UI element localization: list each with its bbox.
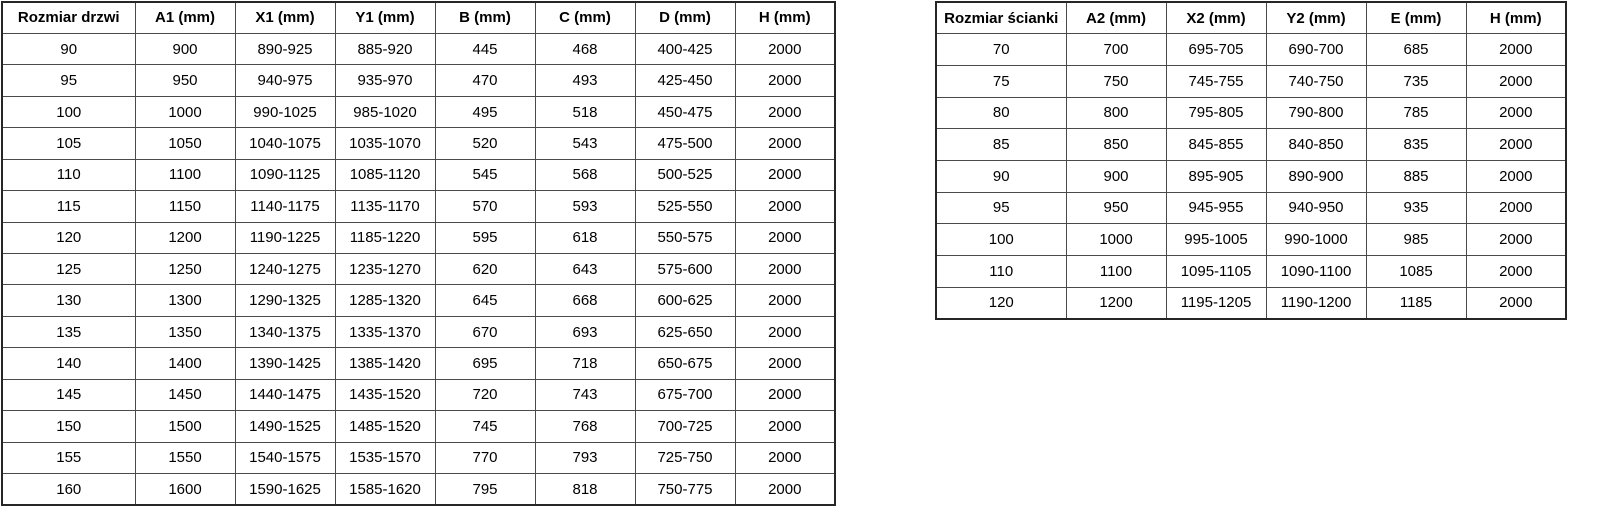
table-cell: 1185-1220 (335, 222, 435, 253)
table-row (2, 159, 835, 190)
table-cell: 935 (1366, 192, 1466, 224)
table-cell: 545 (435, 159, 535, 190)
table-cell: 990-1000 (1266, 224, 1366, 256)
table-cell: 2000 (735, 65, 835, 96)
table-cell: 735 (1366, 65, 1466, 97)
table-cell: 70 (936, 34, 1066, 66)
table-cell: 1040-1075 (235, 128, 335, 159)
table-cell: 570 (435, 191, 535, 222)
table-cell: 145 (2, 379, 135, 410)
table-cell: 1285-1320 (335, 285, 435, 316)
table-cell: 1490-1525 (235, 411, 335, 442)
table-cell: 2000 (735, 474, 835, 505)
table-cell: 1235-1270 (335, 254, 435, 285)
table-cell: 695-705 (1166, 34, 1266, 66)
column-header: E (mm) (1366, 2, 1466, 34)
table-cell: 115 (2, 191, 135, 222)
table-cell: 985-1020 (335, 96, 435, 127)
table-cell: 120 (2, 222, 135, 253)
table-cell: 2000 (1466, 97, 1566, 129)
column-header: Rozmiar ścianki (936, 2, 1066, 34)
column-header: Rozmiar drzwi (2, 2, 135, 33)
table-cell: 140 (2, 348, 135, 379)
table-cell: 1400 (135, 348, 235, 379)
table-cell: 845-855 (1166, 129, 1266, 161)
table-cell: 700 (1066, 34, 1166, 66)
table-cell: 750 (1066, 65, 1166, 97)
table-cell: 2000 (735, 411, 835, 442)
wall-size-table (935, 1, 1567, 320)
table-cell: 995-1005 (1166, 224, 1266, 256)
table-cell: 2000 (735, 442, 835, 473)
table-cell: 990-1025 (235, 96, 335, 127)
table-cell: 795-805 (1166, 97, 1266, 129)
table-cell: 75 (936, 65, 1066, 97)
table-cell: 470 (435, 65, 535, 96)
table-cell: 743 (535, 379, 635, 410)
table-row (2, 33, 835, 64)
table-cell: 940-975 (235, 65, 335, 96)
table-cell: 110 (936, 256, 1066, 288)
table-cell: 675-700 (635, 379, 735, 410)
table-cell: 468 (535, 33, 635, 64)
table-cell: 750-775 (635, 474, 735, 505)
table-row (2, 254, 835, 285)
table-cell: 150 (2, 411, 135, 442)
table-cell: 593 (535, 191, 635, 222)
table-cell: 2000 (735, 379, 835, 410)
table-cell: 85 (936, 129, 1066, 161)
table-cell: 685 (1366, 34, 1466, 66)
table-row (2, 191, 835, 222)
table-cell: 718 (535, 348, 635, 379)
table-row (936, 256, 1566, 288)
table-row (936, 129, 1566, 161)
table-cell: 1500 (135, 411, 235, 442)
table-cell: 450-475 (635, 96, 735, 127)
table-row (2, 222, 835, 253)
table-cell: 643 (535, 254, 635, 285)
table-cell: 1100 (135, 159, 235, 190)
table-cell: 95 (936, 192, 1066, 224)
table-row (936, 97, 1566, 129)
table-cell: 425-450 (635, 65, 735, 96)
table-cell: 595 (435, 222, 535, 253)
table-cell: 1435-1520 (335, 379, 435, 410)
table-cell: 1485-1520 (335, 411, 435, 442)
table-cell: 2000 (1466, 34, 1566, 66)
table-cell: 2000 (735, 285, 835, 316)
table-cell: 900 (135, 33, 235, 64)
table-cell: 885 (1366, 160, 1466, 192)
table-cell: 790-800 (1266, 97, 1366, 129)
table-cell: 2000 (735, 159, 835, 190)
table-cell: 1385-1420 (335, 348, 435, 379)
table-cell: 1550 (135, 442, 235, 473)
table-cell: 495 (435, 96, 535, 127)
table-cell: 445 (435, 33, 535, 64)
table-cell: 1090-1100 (1266, 256, 1366, 288)
table-cell: 1350 (135, 316, 235, 347)
table-cell: 1200 (1066, 287, 1166, 319)
table-cell: 2000 (1466, 65, 1566, 97)
table-cell: 1100 (1066, 256, 1166, 288)
table-cell: 1140-1175 (235, 191, 335, 222)
table-cell: 125 (2, 254, 135, 285)
table-cell: 785 (1366, 97, 1466, 129)
table-cell: 493 (535, 65, 635, 96)
header-row (2, 2, 835, 33)
table-cell: 985 (1366, 224, 1466, 256)
table-cell: 518 (535, 96, 635, 127)
table-cell: 135 (2, 316, 135, 347)
table-cell: 90 (936, 160, 1066, 192)
table-row (2, 285, 835, 316)
table-cell: 1440-1475 (235, 379, 335, 410)
table-cell: 695 (435, 348, 535, 379)
table-cell: 1335-1370 (335, 316, 435, 347)
column-header: Y2 (mm) (1266, 2, 1366, 34)
table-cell: 550-575 (635, 222, 735, 253)
table-cell: 1135-1170 (335, 191, 435, 222)
table-row (2, 411, 835, 442)
table-cell: 2000 (735, 222, 835, 253)
table-cell: 650-675 (635, 348, 735, 379)
table-cell: 130 (2, 285, 135, 316)
table-cell: 850 (1066, 129, 1166, 161)
table-cell: 1095-1105 (1166, 256, 1266, 288)
table-cell: 795 (435, 474, 535, 505)
table-row (936, 192, 1566, 224)
table-cell: 950 (1066, 192, 1166, 224)
table-cell: 1185 (1366, 287, 1466, 319)
table-cell: 745-755 (1166, 65, 1266, 97)
table-cell: 1535-1570 (335, 442, 435, 473)
table-row (936, 160, 1566, 192)
column-header: Y1 (mm) (335, 2, 435, 33)
table-cell: 1050 (135, 128, 235, 159)
table-cell: 645 (435, 285, 535, 316)
table-cell: 110 (2, 159, 135, 190)
table-cell: 1450 (135, 379, 235, 410)
table-cell: 1190-1200 (1266, 287, 1366, 319)
table-cell: 625-650 (635, 316, 735, 347)
table-cell: 935-970 (335, 65, 435, 96)
table-cell: 2000 (1466, 224, 1566, 256)
column-header: A2 (mm) (1066, 2, 1166, 34)
table-cell: 900 (1066, 160, 1166, 192)
table-cell: 768 (535, 411, 635, 442)
table-cell: 2000 (1466, 192, 1566, 224)
table-cell: 1150 (135, 191, 235, 222)
column-header: X1 (mm) (235, 2, 335, 33)
header-row (936, 2, 1566, 34)
table-cell: 1540-1575 (235, 442, 335, 473)
table-cell: 690-700 (1266, 34, 1366, 66)
table-cell: 835 (1366, 129, 1466, 161)
table-row (2, 348, 835, 379)
table-cell: 885-920 (335, 33, 435, 64)
table-cell: 155 (2, 442, 135, 473)
table-cell: 1585-1620 (335, 474, 435, 505)
table-cell: 1190-1225 (235, 222, 335, 253)
table-cell: 1250 (135, 254, 235, 285)
table-cell: 940-950 (1266, 192, 1366, 224)
table-row (936, 224, 1566, 256)
table-cell: 80 (936, 97, 1066, 129)
table-cell: 1300 (135, 285, 235, 316)
table-cell: 525-550 (635, 191, 735, 222)
table-cell: 2000 (735, 191, 835, 222)
table-cell: 400-425 (635, 33, 735, 64)
table-cell: 1195-1205 (1166, 287, 1266, 319)
table-cell: 1200 (135, 222, 235, 253)
table-cell: 895-905 (1166, 160, 1266, 192)
table-cell: 1000 (135, 96, 235, 127)
table-cell: 840-850 (1266, 129, 1366, 161)
table-cell: 95 (2, 65, 135, 96)
column-header: A1 (mm) (135, 2, 235, 33)
table-row (2, 96, 835, 127)
table-cell: 668 (535, 285, 635, 316)
table-cell: 543 (535, 128, 635, 159)
column-header: D (mm) (635, 2, 735, 33)
table-row (936, 65, 1566, 97)
table-cell: 100 (2, 96, 135, 127)
table-cell: 2000 (1466, 287, 1566, 319)
table-cell: 2000 (735, 316, 835, 347)
table-cell: 1085 (1366, 256, 1466, 288)
table-cell: 2000 (1466, 129, 1566, 161)
table-cell: 620 (435, 254, 535, 285)
table-cell: 1240-1275 (235, 254, 335, 285)
table-cell: 1590-1625 (235, 474, 335, 505)
table-cell: 1035-1070 (335, 128, 435, 159)
column-header: B (mm) (435, 2, 535, 33)
table-cell: 800 (1066, 97, 1166, 129)
table-cell: 1390-1425 (235, 348, 335, 379)
table-cell: 1085-1120 (335, 159, 435, 190)
table-cell: 890-925 (235, 33, 335, 64)
table-row (2, 379, 835, 410)
table-cell: 600-625 (635, 285, 735, 316)
table-row (936, 287, 1566, 319)
table-cell: 818 (535, 474, 635, 505)
table-row (936, 34, 1566, 66)
table-cell: 520 (435, 128, 535, 159)
table-cell: 945-955 (1166, 192, 1266, 224)
table-cell: 105 (2, 128, 135, 159)
table-cell: 700-725 (635, 411, 735, 442)
column-header: X2 (mm) (1166, 2, 1266, 34)
table-cell: 890-900 (1266, 160, 1366, 192)
table-cell: 1000 (1066, 224, 1166, 256)
table-cell: 2000 (735, 96, 835, 127)
table-cell: 2000 (735, 128, 835, 159)
table-cell: 475-500 (635, 128, 735, 159)
column-header: H (mm) (735, 2, 835, 33)
table-row (2, 474, 835, 505)
table-cell: 120 (936, 287, 1066, 319)
table-cell: 2000 (1466, 256, 1566, 288)
table-cell: 2000 (1466, 160, 1566, 192)
table-cell: 160 (2, 474, 135, 505)
table-cell: 500-525 (635, 159, 735, 190)
table-cell: 793 (535, 442, 635, 473)
table-cell: 720 (435, 379, 535, 410)
table-cell: 100 (936, 224, 1066, 256)
column-header: C (mm) (535, 2, 635, 33)
table-cell: 740-750 (1266, 65, 1366, 97)
table-cell: 2000 (735, 33, 835, 64)
table-cell: 1290-1325 (235, 285, 335, 316)
table-cell: 725-750 (635, 442, 735, 473)
table-cell: 618 (535, 222, 635, 253)
table-cell: 770 (435, 442, 535, 473)
table-row (2, 442, 835, 473)
table-cell: 670 (435, 316, 535, 347)
table-cell: 950 (135, 65, 235, 96)
table-cell: 1340-1375 (235, 316, 335, 347)
table-row (2, 128, 835, 159)
table-cell: 575-600 (635, 254, 735, 285)
table-row (2, 65, 835, 96)
table-cell: 1090-1125 (235, 159, 335, 190)
table-cell: 90 (2, 33, 135, 64)
table-cell: 2000 (735, 254, 835, 285)
door-size-table (1, 1, 836, 506)
table-cell: 568 (535, 159, 635, 190)
table-cell: 2000 (735, 348, 835, 379)
table-cell: 745 (435, 411, 535, 442)
table-row (2, 316, 835, 347)
table-cell: 693 (535, 316, 635, 347)
table-cell: 1600 (135, 474, 235, 505)
column-header: H (mm) (1466, 2, 1566, 34)
